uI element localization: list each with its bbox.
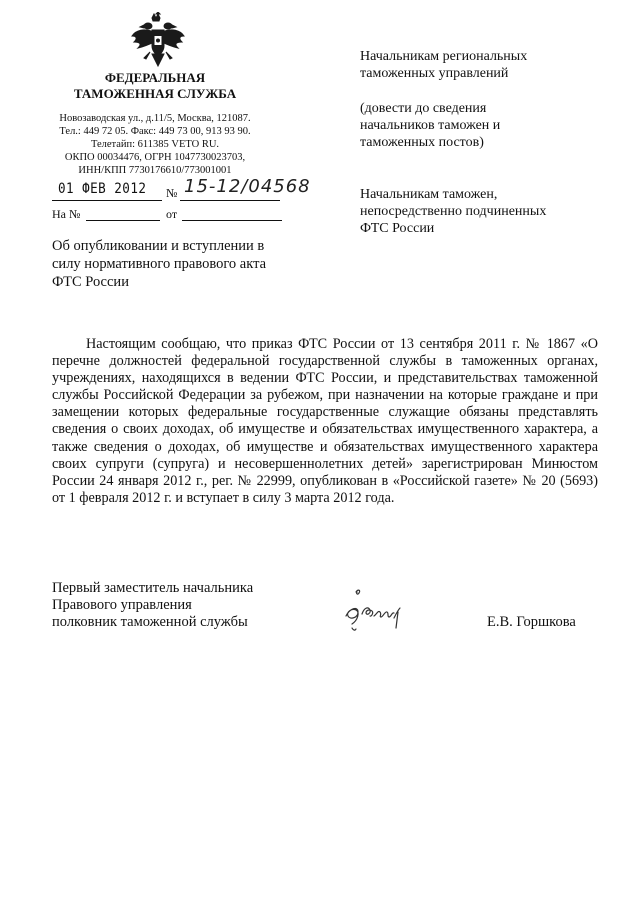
ref-date-underline xyxy=(182,220,282,221)
signer-position-line: полковник таможенной службы xyxy=(52,614,248,630)
signer-name: Е.В. Горшкова xyxy=(487,614,576,630)
org-name-line1: ФЕДЕРАЛЬНАЯ xyxy=(104,70,206,85)
signer-position-line: Первый заместитель начальника xyxy=(52,580,254,596)
signer-position-line: Правового управления xyxy=(52,597,192,613)
registration-number: 15-12/04568 xyxy=(184,176,311,197)
number-sign: № xyxy=(166,186,178,200)
ref-number-underline xyxy=(86,220,160,221)
subject-line: силу нормативного правового акта xyxy=(52,256,267,272)
number-underline xyxy=(180,200,280,201)
ref-number-label: На № xyxy=(52,207,81,221)
recipient-note-line: начальников таможен и xyxy=(360,118,501,133)
phone-line: Тел.: 449 72 05. Факс: 449 73 00, 913 93 90. xyxy=(59,126,251,137)
coat-of-arms-icon xyxy=(130,12,186,68)
document-subject xyxy=(52,237,312,291)
okpo-ogrn-line: ОКПО 00034476, ОГРН 1047730023703, xyxy=(64,152,246,163)
teletype-line: Телетайп: 611385 VETO RU. xyxy=(90,139,220,150)
recipient-line: Начальникам региональных xyxy=(360,49,528,64)
recipient-line: ФТС России xyxy=(360,221,435,236)
org-name-line2: ТАМОЖЕННАЯ СЛУЖБА xyxy=(73,86,237,101)
recipient-line: непосредственно подчиненных xyxy=(360,204,547,219)
registration-date: 01 ФЕВ 2012 xyxy=(58,181,147,197)
inn-kpp-line: ИНН/КПП 7730176610/773001001 xyxy=(78,165,232,176)
recipient-note-line: таможенных постов) xyxy=(360,135,484,150)
body-paragraph: Настоящим сообщаю, что приказ ФТС России от 13 сентября 2011 г. № 1867 «О перечне должностей федеральной государственной службы в таможенных органах, учреждениях, находящихся в ведении ФТС России, и представительствах таможенной службы Российской Федерации за рубежом, при назначении на которые граждане и при замещении которых федеральные государственные служащие обязаны представлять сведения о своих доходах, об имуществе и обязательствах имущественного характера, а также сведения о доходах, об имуществе и обязательствах имущественного характера своих супруги (супруга) и несовершеннолетних детей» зарегистрирован Минюстом России 24 января 2012 г., рег. № 22999, опубликован в «Российской газете» № 20 (5693) от 1 февраля 2012 г. и вступает в силу 3 марта 2012 года. xyxy=(52,336,598,506)
signer-position xyxy=(52,580,332,631)
recipient-note-line: (довести до сведения xyxy=(360,101,487,116)
handwritten-signature-icon xyxy=(334,582,434,642)
date-underline xyxy=(52,200,162,201)
address-line: Новозаводская ул., д.11/5, Москва, 121087. xyxy=(59,113,251,124)
recipient-line: Начальникам таможен, xyxy=(360,187,498,202)
recipient-line: таможенных управлений xyxy=(360,66,509,81)
subject-line: ФТС России xyxy=(52,274,129,290)
subject-line: Об опубликовании и вступлении в xyxy=(52,238,265,254)
ref-date-label: от xyxy=(166,207,178,221)
